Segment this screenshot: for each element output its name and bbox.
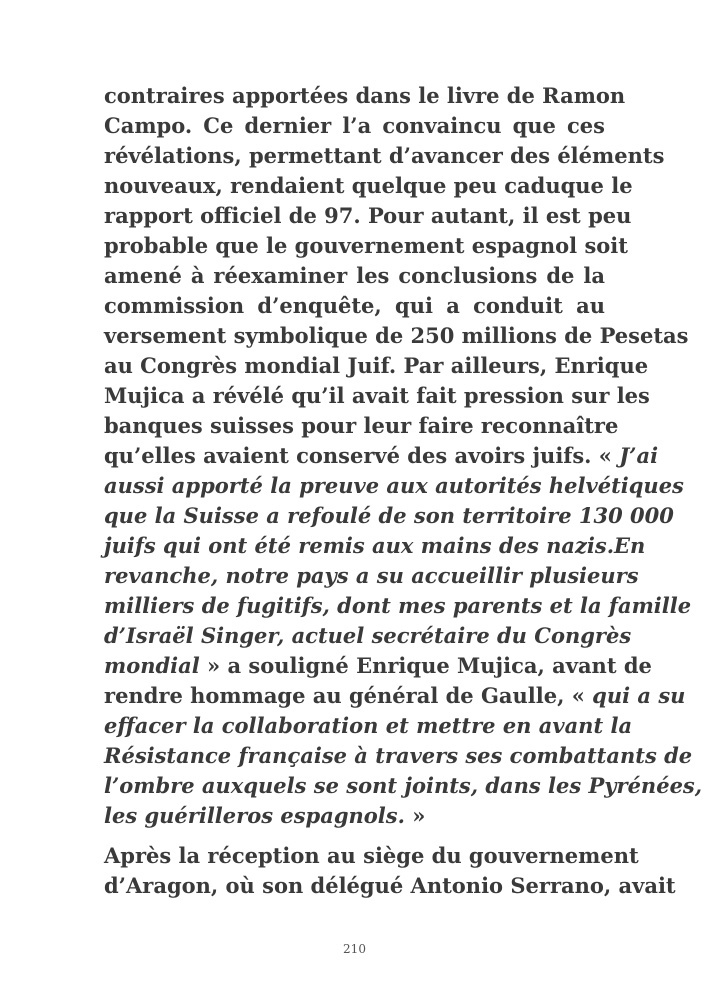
- text-line: [104, 711, 633, 741]
- text-line: [104, 201, 632, 231]
- italic-text: milliers de fugitifs, dont mes parents et la famille: [104, 593, 692, 618]
- text-segment: Mujica a révélé qu’il avait fait pression sur les: [104, 383, 650, 408]
- text-line: [104, 531, 646, 561]
- text-line: [104, 561, 639, 591]
- italic-text: les guérilleros espagnols.: [104, 803, 405, 828]
- text-line: [104, 111, 605, 141]
- paragraph-1: [104, 81, 703, 831]
- text-segment: banques suisses pour leur faire reconnaître: [104, 413, 619, 438]
- text-segment: Campo. Ce dernier l’a convaincu que ces: [104, 113, 605, 138]
- italic-text: juifs qui ont été remis aux mains des nazis.En: [104, 533, 646, 558]
- text-line: [104, 741, 693, 771]
- text-line: [104, 171, 633, 201]
- text-line: [104, 351, 649, 381]
- text-segment: versement symbolique de 250 millions de Pesetas: [104, 323, 689, 348]
- page-number: 210: [343, 942, 366, 956]
- text-segment: qu’elles avaient conservé des avoirs juifs. «: [104, 443, 620, 468]
- italic-text: l’ombre auxquels se sont joints, dans les Pyrénées,: [104, 773, 703, 798]
- text-line: [104, 231, 628, 261]
- text-segment: d’Aragon, où son délégué Antonio Serrano, avait: [104, 873, 676, 898]
- text-line: [104, 871, 676, 901]
- italic-text: J’ai: [619, 443, 659, 468]
- text-line: [104, 261, 605, 291]
- text-line: [104, 381, 650, 411]
- italic-text: revanche, notre pays a su accueillir plusieurs: [104, 563, 639, 588]
- text-line: [104, 411, 619, 441]
- paragraph-gap: [104, 831, 605, 841]
- text-line: [104, 651, 652, 681]
- text-segment: Après la réception au siège du gouvernement: [104, 843, 639, 868]
- text-line: [104, 621, 632, 651]
- text-segment: révélations, permettant d’avancer des éléments: [104, 143, 665, 168]
- text-segment: probable que le gouvernement espagnol soit: [104, 233, 628, 258]
- text-segment: commission d’enquête, qui a conduit au: [104, 293, 605, 318]
- text-line: [104, 291, 605, 321]
- text-segment: contraires apportées dans le livre de Ramon: [104, 83, 626, 108]
- paragraph-2: [104, 841, 676, 901]
- text-line: [104, 81, 626, 111]
- text-line: [104, 501, 674, 531]
- text-line: [104, 471, 684, 501]
- text-line: [104, 141, 665, 171]
- italic-text: qui a su: [592, 683, 686, 708]
- text-line: [104, 841, 639, 871]
- text-line: [104, 441, 659, 471]
- text-segment: nouveaux, rendaient quelque peu caduque le: [104, 173, 633, 198]
- text-segment: rapport officiel de 97. Pour autant, il est peu: [104, 203, 632, 228]
- text-line: [104, 591, 692, 621]
- italic-text: aussi apporté la preuve aux autorités helvétiques: [104, 473, 684, 498]
- text-line: [104, 321, 689, 351]
- text-line: [104, 801, 605, 831]
- italic-text: Résistance française à travers ses combattants de: [104, 743, 693, 768]
- body-text: [104, 81, 703, 901]
- italic-text: que la Suisse a refoulé de son territoire 130 000: [104, 503, 674, 528]
- text-segment: »: [404, 803, 426, 828]
- italic-text: mondial: [104, 653, 200, 678]
- text-segment: » a souligné Enrique Mujica, avant de: [199, 653, 652, 678]
- text-segment: au Congrès mondial Juif. Par ailleurs, Enrique: [104, 353, 649, 378]
- text-line: [104, 681, 686, 711]
- text-segment: amené à réexaminer les conclusions de la: [104, 263, 605, 288]
- italic-text: effacer la collaboration et mettre en avant la: [104, 713, 633, 738]
- italic-text: d’Israël Singer, actuel secrétaire du Congrès: [104, 623, 632, 648]
- text-segment: rendre hommage au général de Gaulle, «: [104, 683, 593, 708]
- text-line: [104, 771, 703, 801]
